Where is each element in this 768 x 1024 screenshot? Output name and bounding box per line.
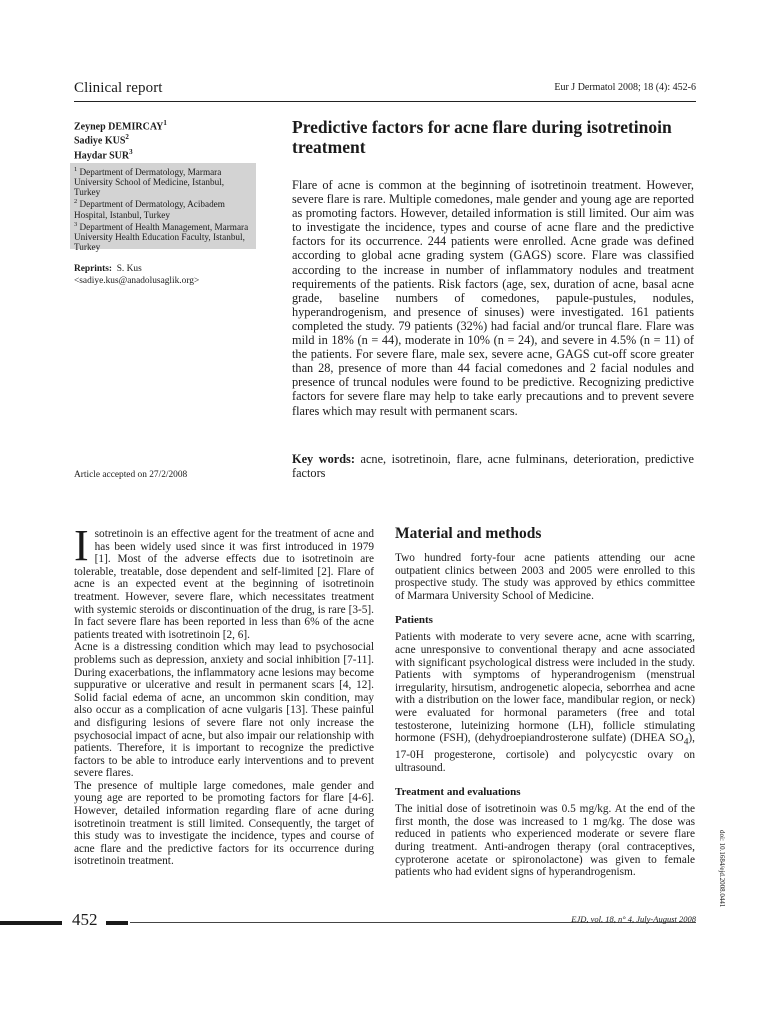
header-rule — [74, 101, 696, 102]
keywords: Key words: acne, isotretinoin, flare, acne fulminans, deterioration, predictive factors — [292, 452, 694, 481]
doi-label: doi: 10.1684/ejd.2008.0441 — [718, 830, 726, 908]
author-sup: 3 — [129, 147, 133, 156]
affiliation-1 — [74, 165, 252, 197]
author-sup: 1 — [163, 119, 167, 127]
abstract: Flare of acne is common at the beginning of isotretinoin treatment. However, severe flare is rare. Multiple comedones, male gender and young age are reported as promoting factors. However, detailed information is still limited. Our aim was to investigate the incidence, types and course of acne flare and the predictive factors for its occurrence. 244 patients were enrolled. Acne grade was defined according to global acne grading system (GAGS) score. Flare was classified according to the increase in number of inflammatory nodules and treatment requirements of the patients. Risk factors (age, sex, duration of acne, basal acne grade, baseline numbers of comedones, papule-pustules, nodules, hyperandrogenism, and presence of sinuses) were investigated. 161 patients completed the study. 79 patients (32%) had facial and/or truncal flare. Flare was mild in 18% (n = 44), moderate in 10% (n = 24), and severe in 4.5% (n = 11) of the patients. For severe flare, male sex, severe acne, GAGS cut-off score greater than 28, presence of more than 44 facial comedones and 2 facial nodules and presence of truncal nodules were found to be predictive. Recognizing predictive factors for severe flare may help to take early precautions and to prevent severe flares which may result with permanent scars. — [292, 178, 694, 418]
reprints-label: Reprints: — [74, 264, 113, 274]
intro-paragraph-3: The presence of multiple large comedones, male gender and young age are reported to be promoting factors for flare [4-6]. However, detailed information regarding flare of acne during isotretinoin treatment is still limited. Consequently, the target of this study was to investigate the incidence, types and course of acne flare and the predictive factors for its occurrence during isotretinoin treatment. — [74, 779, 374, 868]
author-1 — [74, 118, 274, 132]
accepted-date: Article accepted on 27/2/2008 — [74, 470, 188, 480]
author-name: Zeynep DEMIRCAY — [74, 121, 164, 133]
treatment-heading: Treatment and evaluations — [395, 786, 521, 799]
patients-text-sub: 4 — [683, 737, 689, 748]
methods-paragraph-1: Two hundred forty-four acne patients attending our acne outpatient clinics between 2003 and 2005 were enrolled to this prospective study. The study was approved by ethics committee of Marmara University School of Medicine. — [395, 552, 695, 602]
author-sup: 2 — [125, 133, 129, 142]
author-name: Sadiye KUS — [74, 135, 126, 147]
affiliation-sup: 2 — [74, 198, 78, 206]
author-list — [74, 118, 274, 161]
reprints-name: S. Kus — [116, 264, 142, 274]
affiliation-text: Department of Dermatology, Marmara University School of Medicine, Istanbul, Turkey — [74, 167, 225, 198]
introduction-column — [74, 521, 374, 868]
intro-paragraph-2: Acne is a distressing condition which may lead to psychosocial problems such as depression, anxiety and social inhibition [7-11]. During exacerbations, the inflammatory acne lesions may become suppurative or ulcerative and result in permanent scars [4, 12]. Solid facial edema of acne, an uncommon skin condition, may also occur as a complication of acne vulgaris [13]. These painful and disfiguring lesions of severe flare not only increase the psychosocial impact of acne, but also impair our relationship with patients. Therefore, it is important to recognize the predictive factors to be able to introduce early interventions and to prevent severe flares. — [74, 641, 374, 780]
methods-heading: Material and methods — [395, 525, 542, 542]
reprints-email[interactable]: <sadiye.kus@anadolusaglik.org> — [74, 276, 200, 286]
affiliation-sup: 1 — [74, 166, 78, 173]
methods-column — [395, 524, 695, 879]
patients-heading: Patients — [395, 614, 433, 627]
section-label: Clinical report — [74, 80, 163, 96]
journal-footer: EJD, vol. 18, n° 4, July-August 2008 — [571, 914, 696, 924]
page-number: 452 — [72, 910, 98, 929]
patients-text-a: Patients with moderate to very severe acne, acne with scarring, acne unresponsive to conventional therapy and acne associated with significant psychological distress were included in the study. Patients with symptoms of hyperandrogenism (menstrual irregularity, hirsutism, androgenetic alopecia, seborrhea and acne with a distribution on the lower face, mandibular region, or neck) were evaluated for hormonal parameters (free and total testosterone, luteinizing hormone (LH), follicle stimulating hormone (FSH), (dehydroepiandrosterone sulfate) (DHEA SO — [395, 631, 695, 745]
affiliation-2 — [74, 197, 252, 219]
affiliation-text: Department of Health Management, Marmara University Health Education Faculty, Istanbul, Turkey — [74, 221, 249, 252]
patients-paragraph — [395, 631, 695, 774]
drop-cap: I — [74, 521, 89, 570]
intro-text-1: sotretinoin is an effective agent for the treatment of acne and has been widely used since it was first introduced in 1979 [1]. Most of the adverse effects due to isotretinoin are tolerable, treatable, dose dependent and self-limited [2]. Flare of acne is an expected event at the beginning of isotretinoin treatment. However, severe flare, which necessitates treatment with systemic steroids or discontinuation of the drug, is rare [3-5]. In fact severe flare has been reported in less than 6% of the acne patients treated with isotretinoin [2, 6]. — [74, 528, 374, 641]
affiliation-sup: 3 — [74, 220, 78, 228]
footer-bar-left — [0, 921, 62, 925]
author-3 — [74, 147, 274, 161]
keywords-label: Key words — [292, 452, 351, 466]
journal-citation: Eur J Dermatol 2008; 18 (4): 452-6 — [554, 82, 696, 93]
reprints-block — [74, 263, 274, 287]
author-name: Haydar SUR — [74, 149, 130, 161]
author-2 — [74, 132, 274, 146]
article-title: Predictive factors for acne flare during isotretinoin treatment — [292, 117, 672, 157]
affiliations-box — [70, 163, 256, 252]
affiliation-text: Department of Dermatology, Acibadem Hospital, Istanbul, Turkey — [74, 199, 225, 220]
intro-paragraph-1 — [74, 521, 374, 641]
affiliation-3 — [74, 220, 252, 252]
keywords-text: acne, isotretinoin, flare, acne fulminans, deterioration, predictive factors — [292, 452, 694, 481]
footer-bar-mid — [106, 921, 128, 925]
treatment-paragraph: The initial dose of isotretinoin was 0.5 mg/kg. At the end of the first month, the dose was increased to 1 mg/kg. The dose was reduced in patients who experienced moderate or severe flare during treatment. Anti-androgen therapy (oral contraceptives, cyproterone acetate or spironolactone) was given to female patients who had evident signs of hyperandrogenism. — [395, 803, 695, 879]
patients-text-b: ), 17-0H progesterone, cortisole) and polycycstic ovary on ultrasound. — [395, 732, 695, 774]
